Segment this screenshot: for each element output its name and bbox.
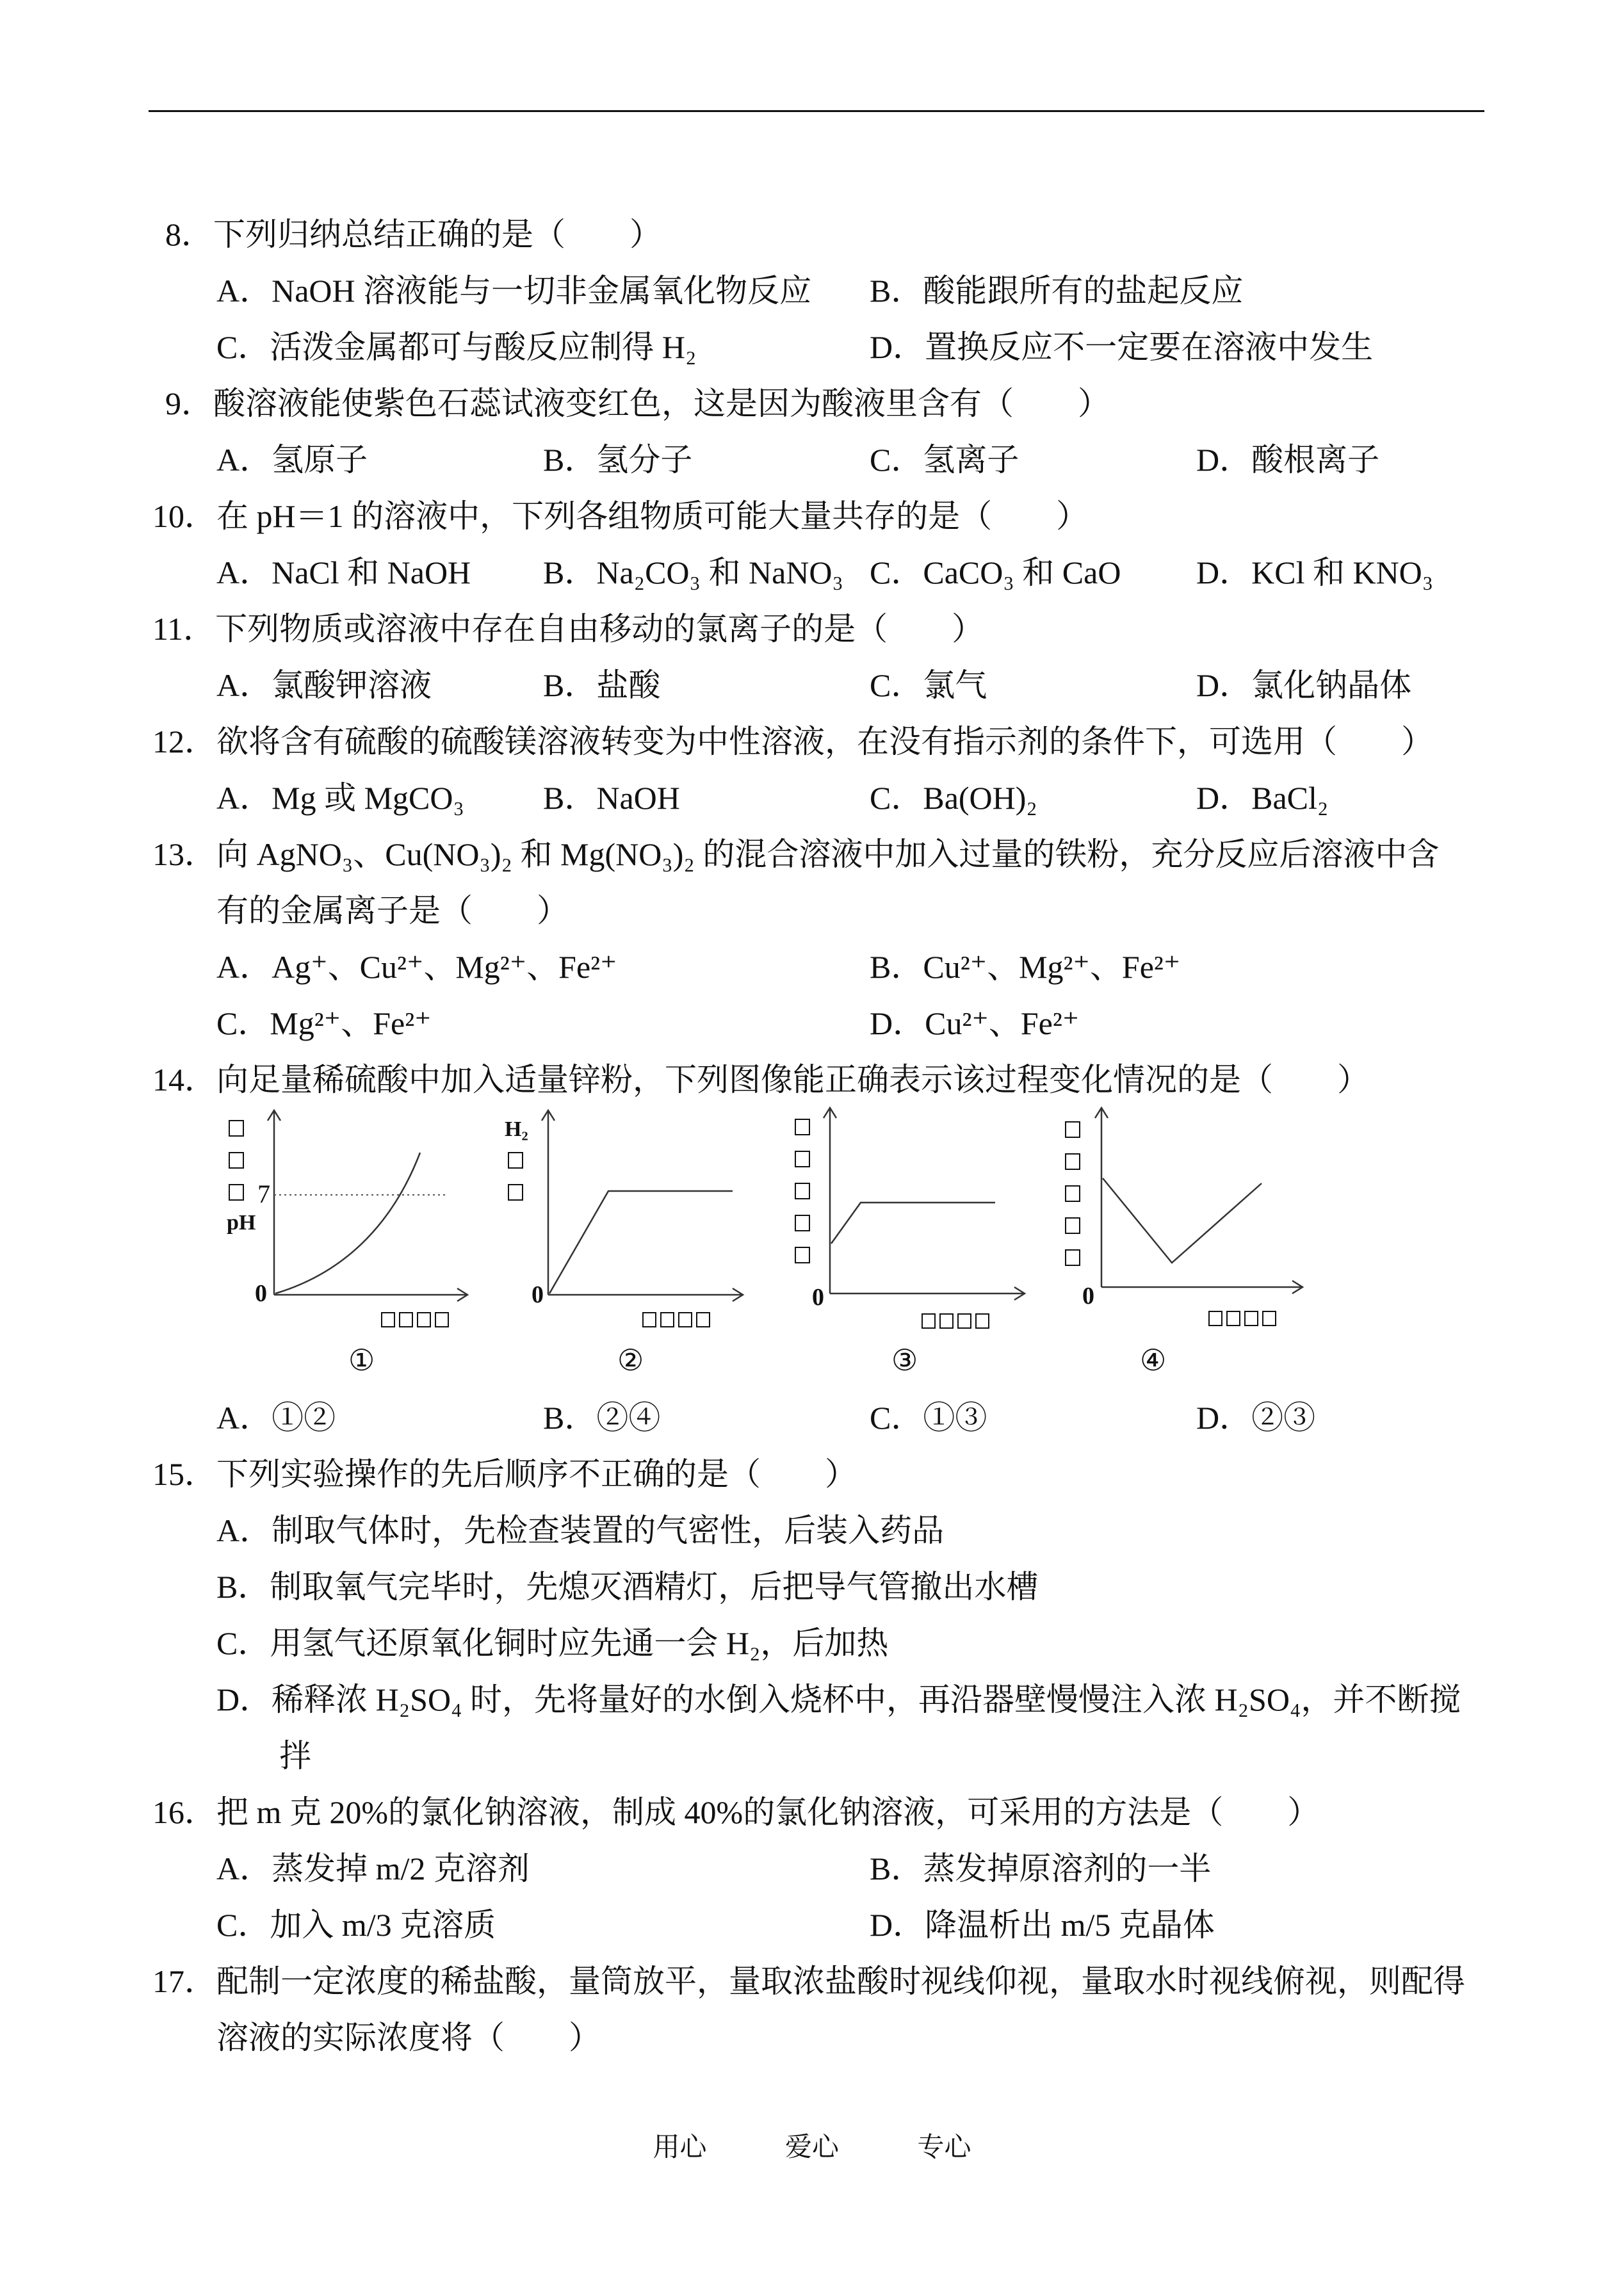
question-16: 16．把 m 克 20%的氯化钠溶液，制成 40%的氯化钠溶液，可采用的方法是（ ） — [152, 1794, 1320, 1830]
q8-option-c: C．活泼金属都可与酸反应制得 H₂ — [216, 329, 697, 365]
footer-word-2: 爱心 — [784, 2133, 839, 2162]
graph-2 — [499, 1101, 768, 1391]
graph-4-origin: 0 — [1082, 1283, 1094, 1310]
header-rule — [149, 110, 1484, 112]
q9-option-a: A．氢原子 — [216, 442, 368, 478]
q10-option-a: A．NaCl 和 NaOH — [216, 555, 471, 590]
q15-option-a: A．制取气体时，先检查装置的气密性，后装入药品 — [216, 1512, 945, 1548]
question-8: 8．下列归纳总结正确的是（ ） — [165, 216, 662, 252]
q11-option-c: C．氯气 — [870, 667, 987, 703]
graph-2-x-placeholder-glyphs — [643, 1313, 710, 1327]
q14-option-d: D．②③ — [1196, 1400, 1316, 1436]
q14-option-c: C．①③ — [870, 1400, 987, 1436]
q16-option-d: D．降温析出 m/5 克晶体 — [870, 1907, 1215, 1943]
q8-option-d: D．置换反应不一定要在溶液中发生 — [870, 329, 1374, 365]
q14-option-b: B．②④ — [543, 1400, 661, 1436]
question-15: 15．下列实验操作的先后顺序不正确的是（ ） — [152, 1456, 857, 1492]
q9-option-d: D．酸根离子 — [1196, 442, 1380, 478]
q13-option-b: B．Cu²⁺、Mg²⁺、Fe²⁺ — [870, 949, 1181, 985]
q10-option-b: B．Na₂CO₃ 和 NaNO₃ — [543, 555, 843, 590]
question-17: 17．配制一定浓度的稀盐酸，量筒放平，量取浓盐酸时视线仰视，量取水时视线俯视，则配得 — [152, 1963, 1465, 1999]
graph-1 — [211, 1101, 480, 1391]
q12-option-d: D．BaCl₂ — [1196, 780, 1329, 816]
graph-2-label: ② — [617, 1344, 644, 1377]
q15-option-d: D．稀释浓 H₂SO₄ 时，先将量好的水倒入烧杯中，再沿器壁慢慢注入浓 H₂SO₄，并不断搅 — [216, 1682, 1461, 1717]
q10-option-c: C．CaCO₃ 和 CaO — [870, 555, 1121, 590]
q13-option-c: C．Mg²⁺、Fe²⁺ — [216, 1005, 432, 1041]
question-13: 13．向 AgNO₃、Cu(NO₃)₂ 和 Mg(NO₃)₂ 的混合溶液中加入过量的铁粉，充分反应后溶液中含 — [152, 836, 1440, 872]
question-14: 14．向足量稀硫酸中加入适量锌粉，下列图像能正确表示该过程变化情况的是（ ） — [152, 1062, 1369, 1098]
graph-3-label: ③ — [891, 1344, 918, 1377]
q15-option-c: C．用氢气还原氧化铜时应先通一会 H₂，后加热 — [216, 1625, 889, 1661]
q13-option-d: D．Cu²⁺、Fe²⁺ — [870, 1005, 1080, 1041]
graph-2-curve — [549, 1191, 733, 1293]
graph-4-y-placeholder-glyphs — [1066, 1122, 1080, 1265]
q12-option-a: A．Mg 或 MgCO₃ — [216, 780, 464, 816]
graph-3-y-placeholder-glyphs — [795, 1119, 809, 1263]
q13-option-a: A．Ag⁺、Cu²⁺、Mg²⁺、Fe²⁺ — [216, 949, 617, 985]
q9-option-b: B．氢分子 — [543, 442, 693, 478]
q8-option-b: B．酸能跟所有的盐起反应 — [870, 273, 1244, 309]
graph-4-curve — [1103, 1178, 1262, 1263]
graph-1-y-name: pH — [227, 1211, 256, 1235]
q14-option-a: A．①② — [216, 1400, 336, 1436]
q16-option-b: B．蒸发掉原溶剂的一半 — [870, 1851, 1212, 1886]
graph-3 — [775, 1101, 1044, 1391]
question-9: 9．酸溶液能使紫色石蕊试液变红色，这是因为酸液里含有（ ） — [165, 385, 1110, 421]
graph-3-x-placeholder-glyphs — [922, 1314, 989, 1328]
q11-option-b: B．盐酸 — [543, 667, 661, 703]
q9-option-c: C．氢离子 — [870, 442, 1019, 478]
graph-2-origin: 0 — [532, 1281, 544, 1308]
question-12: 12．欲将含有硫酸的硫酸镁溶液转变为中性溶液，在没有指示剂的条件下，可选用（ ） — [152, 724, 1433, 759]
q8-option-a: A．NaOH 溶液能与一切非金属氧化物反应 — [216, 273, 812, 309]
q16-option-a: A．蒸发掉 m/2 克溶剂 — [216, 1851, 530, 1886]
graph-3-curve — [831, 1203, 995, 1244]
missing-glyph-box — [229, 1185, 243, 1200]
q16-option-c: C．加入 m/3 克溶质 — [216, 1907, 496, 1943]
footer-word-3: 专心 — [917, 2133, 971, 2162]
q12-option-b: B．NaOH — [543, 780, 680, 816]
graph-1-x-placeholder-glyphs — [382, 1313, 448, 1327]
q11-option-a: A．氯酸钾溶液 — [216, 667, 432, 703]
q11-option-d: D．氯化钠晶体 — [1196, 667, 1412, 703]
footer-word-1: 用心 — [653, 2133, 707, 2162]
q15-option-d-continued: 拌 — [279, 1738, 311, 1774]
graph-1-y-tick-7: 7 — [257, 1180, 270, 1208]
graph-4-label: ④ — [1140, 1344, 1167, 1377]
question-10: 10．在 pH＝1 的溶液中，下列各组物质可能大量共存的是（ ） — [152, 498, 1089, 534]
graph-4-x-placeholder-glyphs — [1209, 1311, 1276, 1326]
missing-glyph-box — [229, 1153, 243, 1168]
graph-1-label: ① — [348, 1344, 375, 1377]
graph-2-y-name: H₂ — [505, 1117, 528, 1141]
q15-option-b: B．制取氧气完毕时，先熄灭酒精灯，后把导气管撤出水槽 — [216, 1569, 1039, 1605]
graph-3-origin: 0 — [812, 1284, 824, 1311]
q12-option-c: C．Ba(OH)₂ — [870, 780, 1037, 816]
question-17-continued: 溶液的实际浓度将（ ） — [216, 2020, 601, 2056]
graph-1-curve — [275, 1153, 420, 1293]
page-footer — [0, 2126, 1624, 2164]
graph-1-origin: 0 — [255, 1280, 267, 1307]
question-13-continued: 有的金属离子是（ ） — [216, 893, 569, 929]
q14-graphs — [211, 1101, 1313, 1383]
missing-glyph-box — [229, 1121, 243, 1136]
question-11: 11．下列物质或溶液中存在自由移动的氯离子的是（ ） — [152, 611, 984, 647]
graph-1-y-placeholder-glyphs — [229, 1121, 243, 1200]
q10-option-d: D．KCl 和 KNO₃ — [1196, 555, 1434, 590]
graph-4 — [1044, 1101, 1313, 1391]
